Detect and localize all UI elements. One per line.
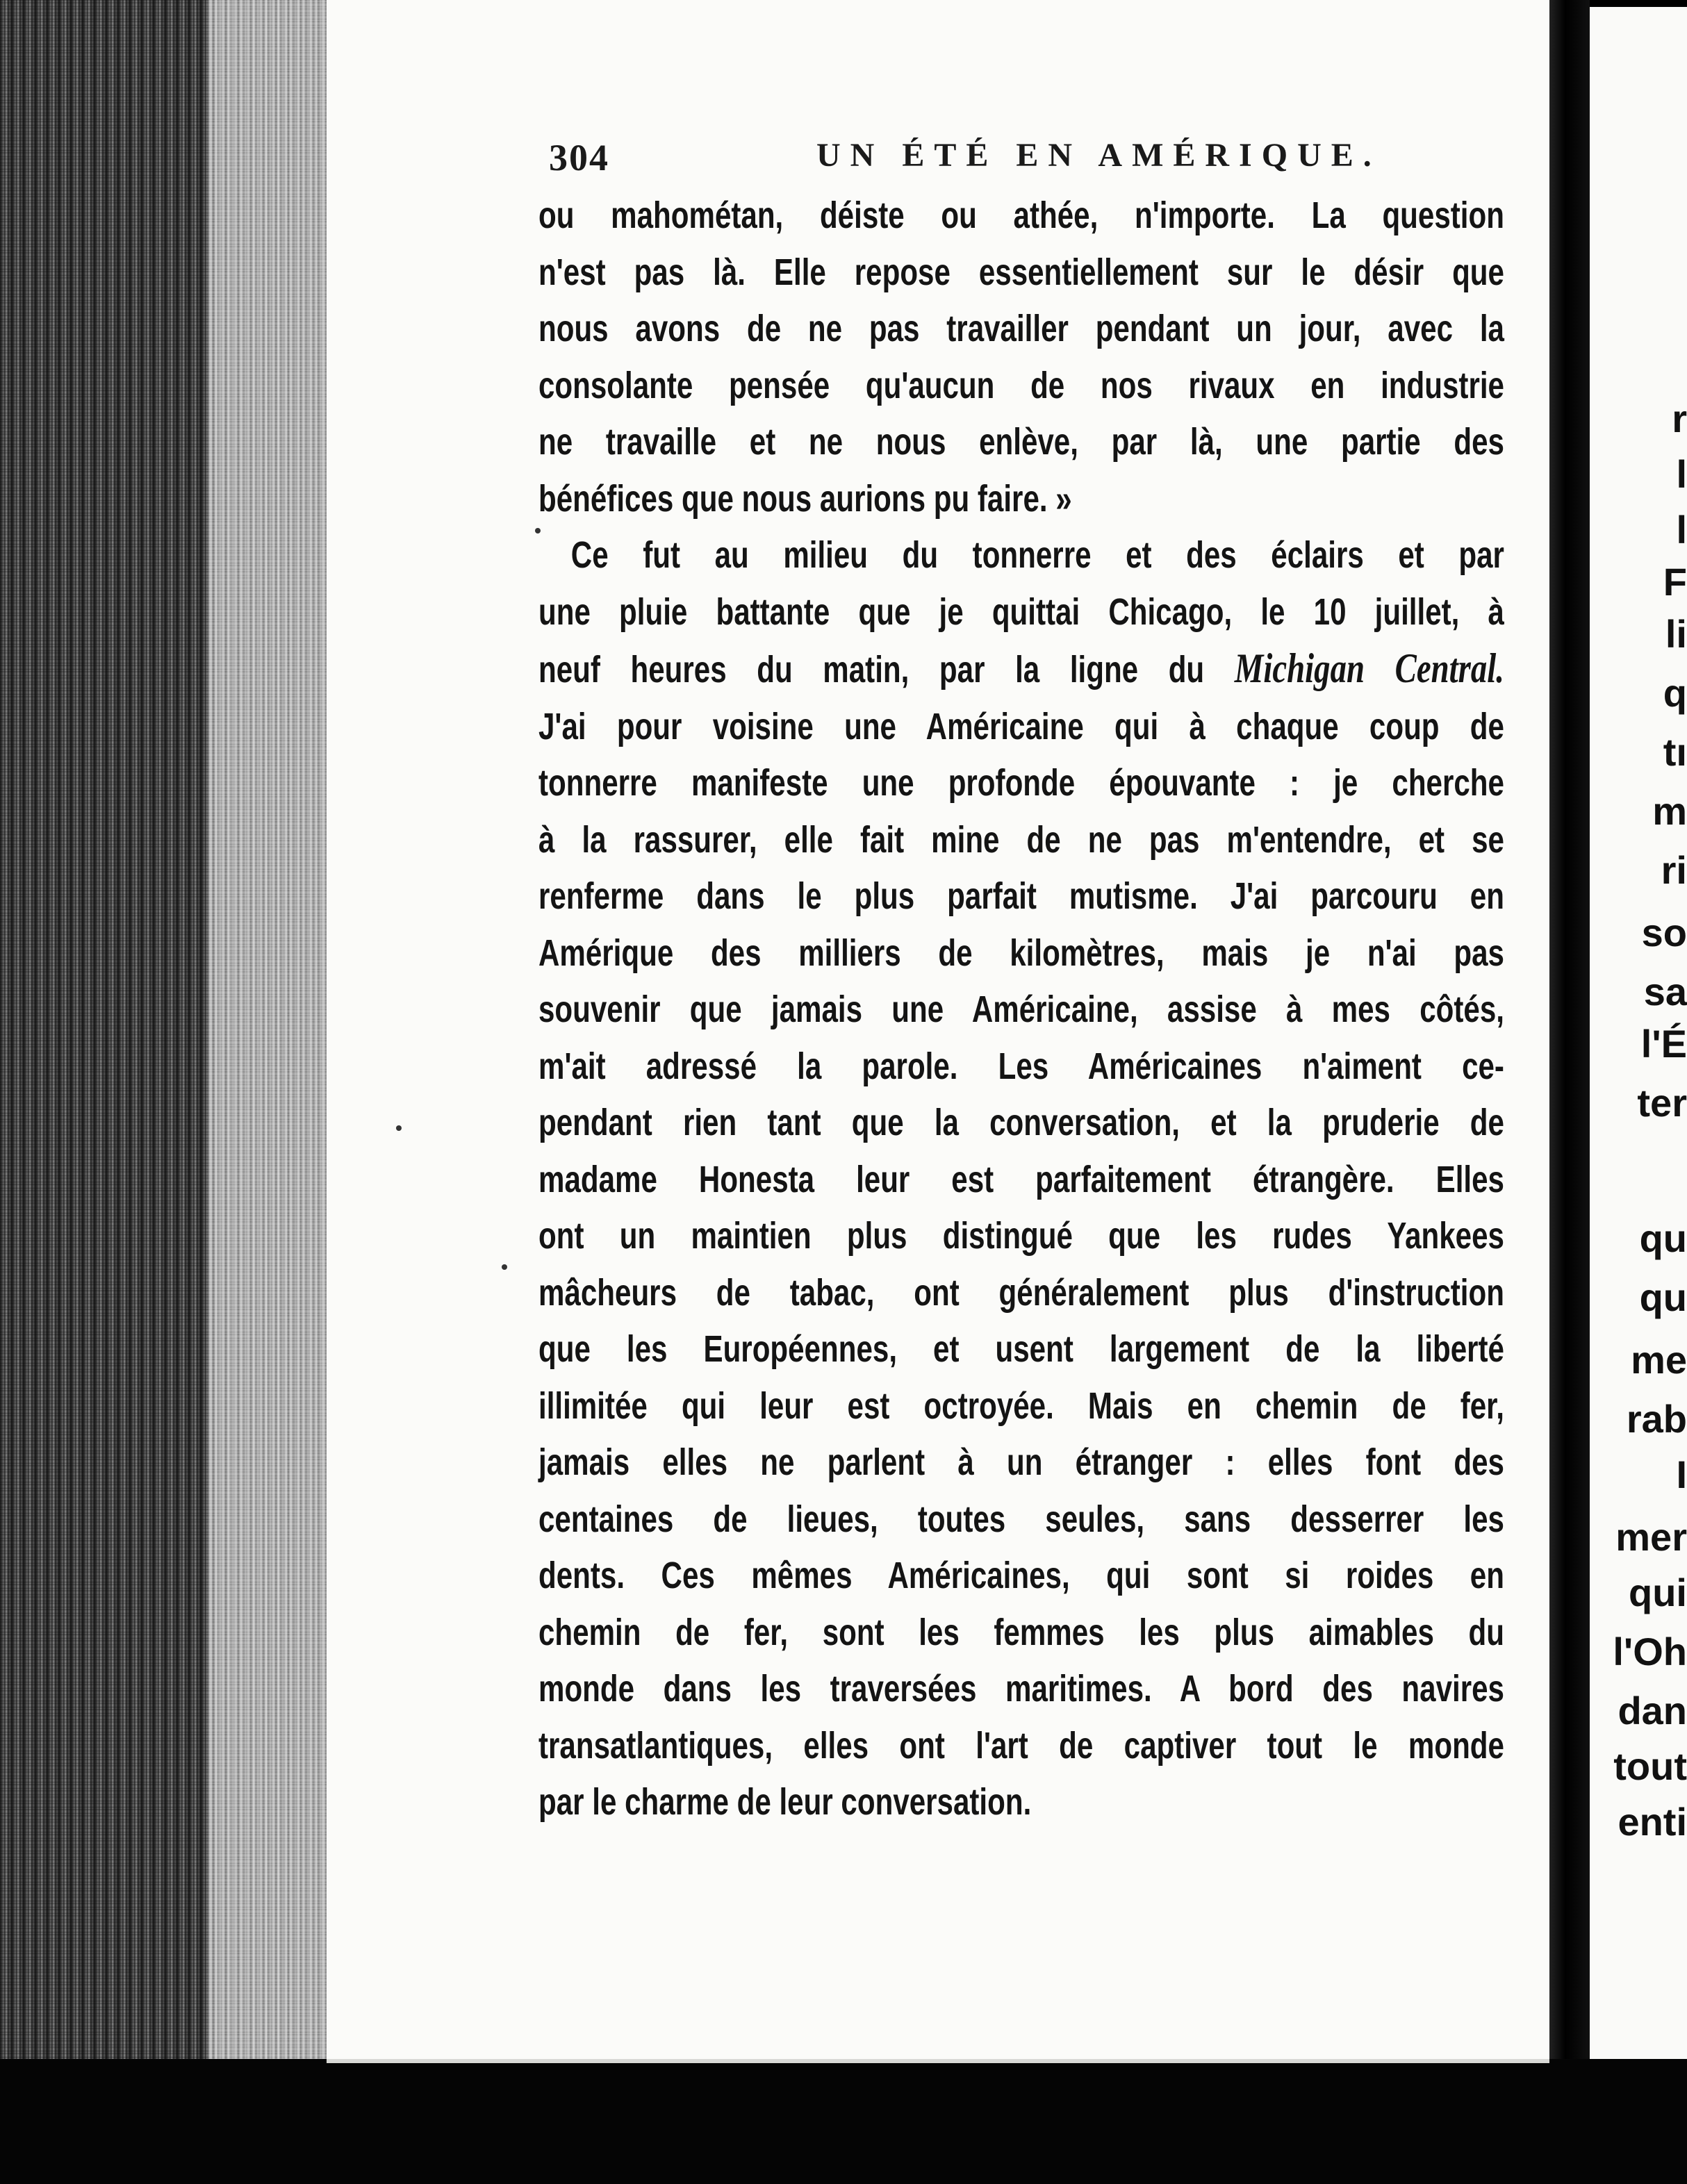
text-line: m'ait adressé la parole. Les Américaines n'aiment ce- <box>538 1045 1504 1087</box>
text-line: madame Honesta leur est parfaitement étrangère. Elles <box>538 1158 1504 1200</box>
next-page-edge <box>1590 7 1687 2059</box>
running-title: UN ÉTÉ EN AMÉRIQUE. <box>816 137 1381 174</box>
next-page-fragment: tout <box>1613 1744 1687 1788</box>
next-page-fragment: tı <box>1663 730 1687 774</box>
next-page-fragment: li <box>1665 612 1687 656</box>
paragraph-start: Ce fut au milieu du tonnerre et des éclairs et par <box>570 534 1504 576</box>
text-line: tonnerre manifeste une profonde épouvante : je cherche <box>538 762 1504 804</box>
text-line: bénéfices que nous aurions pu faire. » <box>538 477 1072 520</box>
next-page-fragment: l <box>1676 508 1687 552</box>
next-page-fragment: mer <box>1615 1515 1687 1559</box>
book-page-edges <box>0 0 334 2059</box>
text-line: ne travaille et ne nous enlève, par là, une partie des <box>538 421 1504 463</box>
text-line: Amérique des milliers de kilomètres, mais je n'ai pas <box>538 932 1504 974</box>
next-page-fragment: l'Oh <box>1613 1630 1687 1673</box>
next-page-fragment: qui <box>1629 1571 1687 1614</box>
text-line: J'ai pour voisine une Américaine qui à chaque coup de <box>538 705 1504 747</box>
text-line: nous avons de ne pas travailler pendant un jour, avec la <box>538 308 1504 349</box>
text-line-prefix: neuf heures du matin, par la ligne du <box>538 649 1235 690</box>
text-line: ont un maintien plus distingué que les rudes Yankees <box>538 1215 1504 1257</box>
text-line: consolante pensée qu'aucun de nos rivaux en industrie <box>538 364 1504 406</box>
book-page <box>327 0 1549 2063</box>
book-gutter <box>1549 0 1590 2059</box>
next-page-fragment: sa <box>1643 970 1687 1014</box>
next-page-fragment: qu <box>1639 1275 1687 1319</box>
text-line: centaines de lieues, toutes seules, sans desserrer les <box>538 1498 1504 1540</box>
text-line: une pluie battante que je quittai Chicago, le 10 juillet, à <box>538 590 1504 633</box>
next-page-fragment: q <box>1663 671 1687 715</box>
body-text <box>538 188 1504 1831</box>
ink-speck <box>396 1125 402 1131</box>
text-line: n'est pas là. Elle repose essentiellement sur le désir que <box>538 251 1504 293</box>
text-line: illimitée qui leur est octroyée. Mais en chemin de fer, <box>538 1384 1504 1427</box>
text-line: jamais elles ne parlent à un étranger : elles font des <box>538 1441 1504 1483</box>
ink-speck <box>535 528 541 533</box>
next-page-fragment: l'É <box>1640 1022 1687 1066</box>
next-page-fragment: l <box>1676 452 1687 496</box>
next-page-fragment: I <box>1676 1453 1687 1496</box>
text-line: mâcheurs de tabac, ont généralement plus d'instruction <box>538 1271 1504 1314</box>
text-line: transatlantiques, elles ont l'art de captiver tout le monde <box>538 1724 1504 1767</box>
text-line: par le charme de leur conversation. <box>538 1781 1032 1823</box>
text-line: à la rassurer, elle fait mine de ne pas m'entendre, et se <box>538 818 1504 861</box>
scanner-border <box>0 2059 1687 2184</box>
text-line: dents. Ces mêmes Américaines, qui sont si roides en <box>538 1555 1504 1596</box>
next-page-fragment: dan <box>1618 1689 1687 1732</box>
next-page-fragment: so <box>1641 911 1687 954</box>
page-edges-highlight <box>208 0 334 2059</box>
running-head <box>549 136 1605 185</box>
page-number: 304 <box>549 137 609 179</box>
next-page-fragment: enti <box>1618 1800 1687 1844</box>
next-page-fragment: r <box>1672 397 1687 440</box>
text-line: renferme dans le plus parfait mutisme. J'ai parcouru en <box>538 875 1504 917</box>
next-page-fragment: rab <box>1626 1397 1687 1441</box>
next-page-fragment: qu <box>1639 1216 1687 1260</box>
text-line: ou mahométan, déiste ou athée, n'importe. La question <box>538 195 1504 236</box>
text-line: chemin de fer, sont les femmes les plus aimables du <box>538 1611 1504 1653</box>
next-page-fragment: m <box>1652 789 1687 833</box>
text-line: pendant rien tant que la conversation, et la pruderie de <box>538 1102 1504 1143</box>
italic-railway-name: Michigan Central. <box>1234 645 1504 691</box>
ink-speck <box>502 1264 507 1270</box>
next-page-fragment: ter <box>1637 1081 1687 1125</box>
text-line: monde dans les traversées maritimes. A bord des navires <box>538 1668 1504 1710</box>
next-page-fragment: ri <box>1661 848 1687 892</box>
next-page-fragment: F <box>1663 560 1687 604</box>
text-line: que les Européennes, et usent largement de la liberté <box>538 1328 1504 1370</box>
text-line: souvenir que jamais une Américaine, assise à mes côtés, <box>538 988 1504 1030</box>
text-line <box>538 640 1504 699</box>
next-page-fragment: me <box>1631 1338 1687 1382</box>
